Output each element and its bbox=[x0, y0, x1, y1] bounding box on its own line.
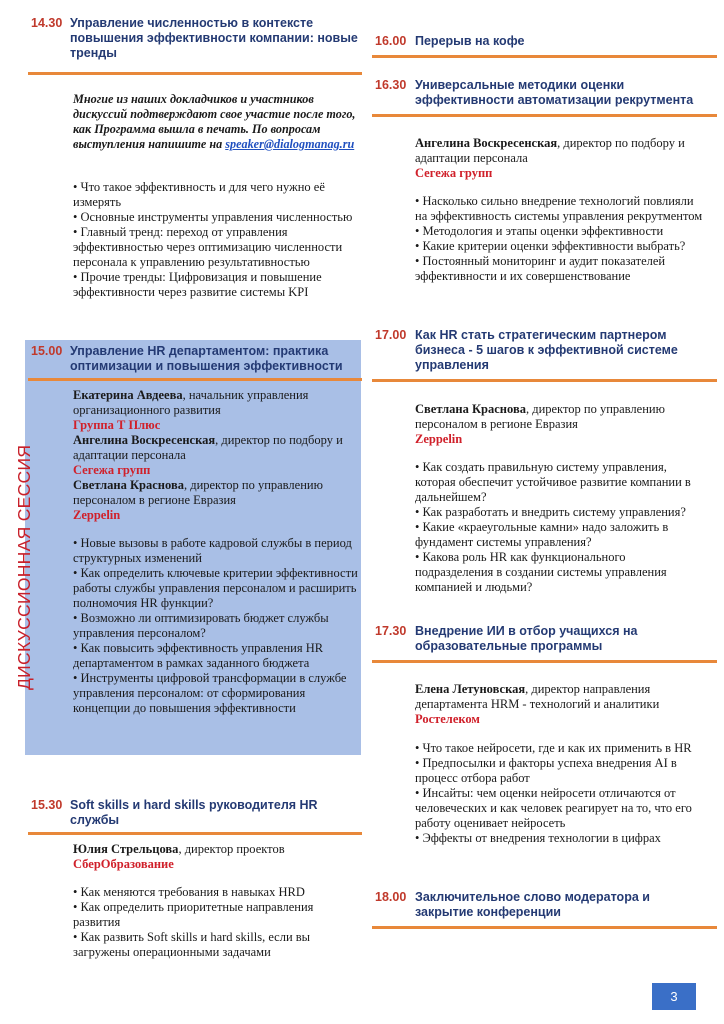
speaker-role: , директор по подбору и адаптации персонала bbox=[73, 433, 343, 462]
speakers-list bbox=[73, 842, 363, 872]
list-item: • Постоянный мониторинг и аудит показателей эффективности и их совершенствование bbox=[415, 254, 666, 283]
session-time: 16.00 bbox=[375, 34, 407, 48]
speaker-name: Екатерина Авдеева bbox=[73, 388, 183, 402]
list-item: • Как меняются требования в навыках HRD bbox=[73, 885, 305, 899]
speaker-company: СберОбразование bbox=[73, 857, 174, 871]
list-item: • Что такое нейросети, где и как их применить в HR bbox=[415, 741, 692, 755]
session-time: 14.30 bbox=[31, 16, 63, 30]
speaker-role: , директор по управлению персоналом в регионе Евразия bbox=[415, 402, 665, 431]
session-title: Soft skills и hard skills руководителя HR службы bbox=[70, 798, 318, 827]
speaker-name: Светлана Краснова bbox=[415, 402, 526, 416]
section-divider bbox=[28, 378, 362, 381]
speaker bbox=[73, 433, 363, 463]
speaker bbox=[415, 682, 705, 712]
list-item: • Как разработать и внедрить систему управления? bbox=[415, 505, 686, 519]
speaker bbox=[73, 842, 363, 857]
section-divider bbox=[372, 55, 717, 58]
list-item: • Как определить приоритетные направления развития bbox=[73, 900, 314, 929]
bullet-list bbox=[73, 180, 363, 300]
speaker-company: Группа Т Плюс bbox=[73, 418, 161, 432]
session-time: 16.30 bbox=[375, 78, 407, 92]
list-item: • Инсайты: чем оценки нейросети отличаются от человеческих и как человек реагирует на то, что его работу оценивает нейросеть bbox=[415, 786, 692, 830]
bullet-list bbox=[415, 741, 705, 846]
section-divider bbox=[372, 660, 717, 663]
list-item: • Инструменты цифровой трансформации в службе управления персоналом: от сформирования концепции до повышения эффективности bbox=[73, 671, 347, 715]
speaker bbox=[415, 136, 705, 166]
speaker bbox=[73, 388, 363, 418]
list-item: • Какие «краеугольные камни» надо заложить в фундамент системы управления? bbox=[415, 520, 669, 549]
list-item: • Предпосылки и факторы успеха внедрения AI в процесс отбора работ bbox=[415, 756, 677, 785]
session-title: Как HR стать стратегическим партнером бизнеса - 5 шагов к эффективной системе управления bbox=[415, 328, 678, 372]
session-title: Заключительное слово модератора и закрытие конференции bbox=[415, 890, 650, 919]
list-item: • Методология и этапы оценки эффективности bbox=[415, 224, 664, 238]
speaker-name: Ангелина Воскресенская bbox=[415, 136, 558, 150]
speaker-name: Светлана Краснова bbox=[73, 478, 184, 492]
discussion-session-label: ДИСКУССИОННАЯ СЕССИЯ bbox=[14, 444, 34, 690]
speaker-company: Сегежа групп bbox=[73, 463, 151, 477]
bullet-list bbox=[73, 536, 359, 716]
speaker-note bbox=[73, 92, 363, 152]
session-time: 18.00 bbox=[375, 890, 407, 904]
speakers-list bbox=[73, 388, 363, 523]
speaker-role: , директор направления департамента HRM - технологий и аналитики bbox=[415, 682, 660, 711]
list-item: • Как создать правильную систему управления, которая обеспечит устойчивое развитие компании в дальнейшем? bbox=[415, 460, 691, 504]
list-item: • Какие критерии оценки эффективности выбрать? bbox=[415, 239, 686, 253]
speaker-name: Елена Летуновская bbox=[415, 682, 526, 696]
list-item: • Основные инструменты управления численностью bbox=[73, 210, 353, 224]
session-title: Управление HR департаментом: практика оптимизации и повышения эффективности bbox=[70, 344, 343, 373]
list-item: • Как определить ключевые критерии эффективности работы службы управления персоналом и расширить полномочия HR функции? bbox=[73, 566, 358, 610]
bullet-list bbox=[73, 885, 363, 960]
section-divider bbox=[372, 114, 717, 117]
speaker-name: Юлия Стрельцова bbox=[73, 842, 179, 856]
speaker-role: , директор по подбору и адаптации персонала bbox=[415, 136, 685, 165]
speakers-list bbox=[415, 136, 705, 181]
section-divider bbox=[372, 926, 717, 929]
list-item: • Возможно ли оптимизировать бюджет службы управления персоналом? bbox=[73, 611, 329, 640]
bullet-list bbox=[415, 460, 705, 595]
session-time: 17.30 bbox=[375, 624, 407, 638]
list-item: • Какова роль HR как функционального подразделения в создании системы управления компанией и людьми? bbox=[415, 550, 667, 594]
note-text: Многие из наших докладчиков и участников дискуссий подтверждают свое участие после того, как Программа вышла в печать. По вопросам выступления напишите на bbox=[73, 92, 356, 151]
list-item: • Главный тренд: переход от управления эффективностью через оптимизацию численности персонала к управлению результативностью bbox=[73, 225, 343, 269]
speaker-company: Сегежа групп bbox=[415, 166, 493, 180]
speaker-company: Zeppelin bbox=[73, 508, 121, 522]
page-number: 3 bbox=[652, 983, 696, 1010]
bullet-list bbox=[415, 194, 707, 284]
section-divider bbox=[28, 72, 362, 75]
list-item: • Эффекты от внедрения технологии в цифрах bbox=[415, 831, 661, 845]
speaker-role: , директор по управлению персоналом в регионе Евразия bbox=[73, 478, 323, 507]
speaker-company: Zeppelin bbox=[415, 432, 463, 446]
section-divider bbox=[28, 832, 362, 835]
session-title: Универсальные методики оценки эффективности автоматизации рекрутмента bbox=[415, 78, 694, 107]
list-item: • Прочие тренды: Цифровизация и повышение эффективности через развитие системы KPI bbox=[73, 270, 322, 299]
speakers-list bbox=[415, 682, 705, 727]
section-divider bbox=[372, 379, 717, 382]
session-title: Управление численностью в контексте повышения эффективности компании: новые тренды bbox=[70, 16, 358, 60]
session-title: Перерыв на кофе bbox=[415, 34, 525, 48]
speaker bbox=[73, 478, 363, 508]
session-time: 15.30 bbox=[31, 798, 63, 812]
list-item: • Что такое эффективность и для чего нужно её измерять bbox=[73, 180, 325, 209]
list-item: • Новые вызовы в работе кадровой службы в период структурных изменений bbox=[73, 536, 352, 565]
session-time: 17.00 bbox=[375, 328, 407, 342]
speaker-email-link[interactable]: speaker@dialogmanag.ru bbox=[225, 137, 355, 151]
list-item: • Как развить Soft skills и hard skills, если вы загружены операционными задачами bbox=[73, 930, 311, 959]
session-time: 15.00 bbox=[31, 344, 63, 358]
speakers-list bbox=[415, 402, 705, 447]
speaker-role: , директор проектов bbox=[178, 842, 285, 856]
list-item: • Как повысить эффективность управления HR департаментом в рамках заданного бюджета bbox=[73, 641, 324, 670]
session-title: Внедрение ИИ в отбор учащихся на образовательные программы bbox=[415, 624, 638, 653]
speaker-company: Ростелеком bbox=[415, 712, 480, 726]
list-item: • Насколько сильно внедрение технологий повлияли на эффективность системы управления рекрутментом bbox=[415, 194, 703, 223]
speaker-role: , начальник управления организационного развития bbox=[73, 388, 309, 417]
speaker-name: Ангелина Воскресенская bbox=[73, 433, 216, 447]
speaker bbox=[415, 402, 705, 432]
